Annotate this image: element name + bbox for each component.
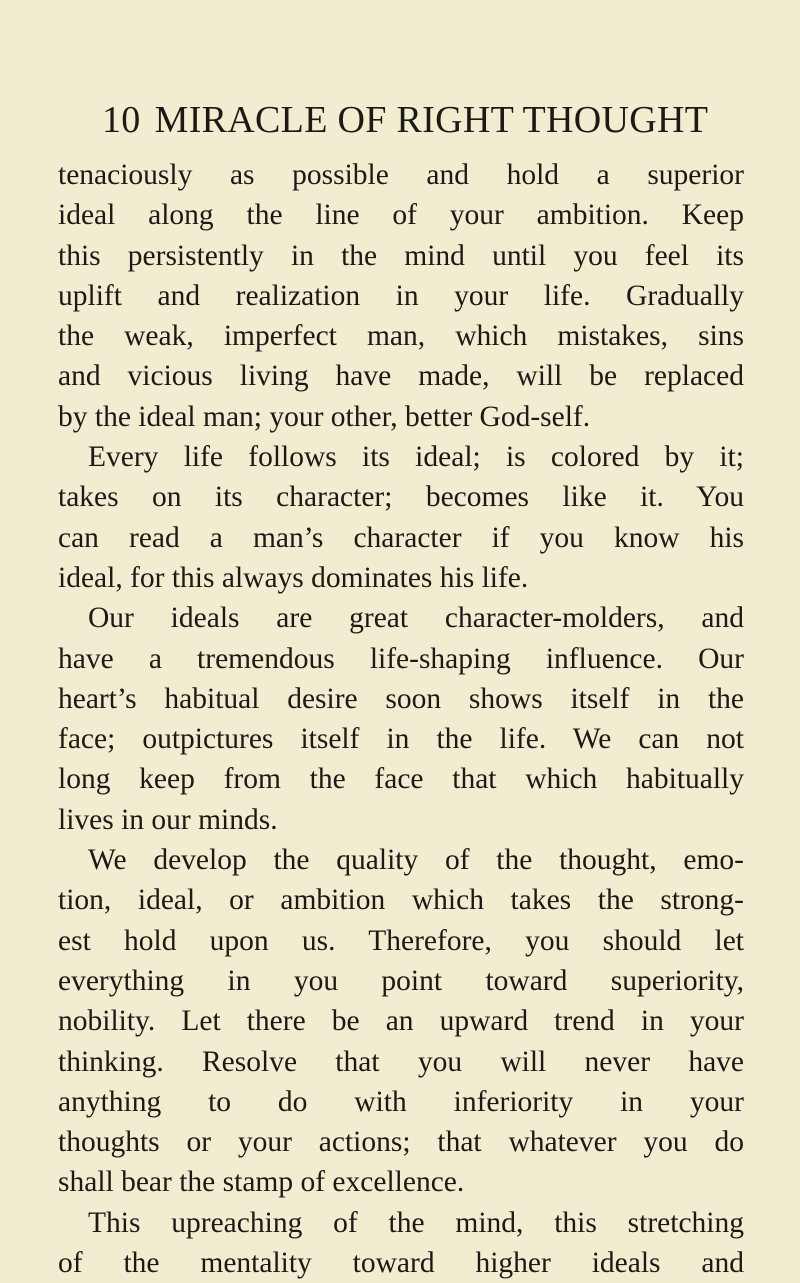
text-line: heart’s habitual desire soon shows itself in the xyxy=(58,682,744,715)
paragraph-start-line: We develop the quality of the thought, emo- xyxy=(88,844,744,877)
text-line: ideal, for this always dominates his life. xyxy=(58,561,529,594)
paragraph-start-line: Our ideals are great character-molders, and xyxy=(88,602,744,635)
text-line: est hold upon us. Therefore, you should let xyxy=(58,924,744,957)
text-line: and vicious living have made, will be replaced xyxy=(58,360,744,393)
text-line: everything in you point toward superiority, xyxy=(58,964,744,997)
text-line: face; outpictures itself in the life. We can not xyxy=(58,723,744,756)
text-line: anything to do with inferiority in your xyxy=(58,1085,744,1118)
page-number: 10 xyxy=(102,99,141,141)
text-line: of the mentality toward higher ideals and xyxy=(58,1247,744,1280)
running-head-title: MIRACLE OF RIGHT THOUGHT xyxy=(154,99,709,141)
text-line: ideal along the line of your ambition. Keep xyxy=(58,199,744,232)
text-line: thinking. Resolve that you will never have xyxy=(58,1045,744,1078)
paragraph-start-line: Every life follows its ideal; is colored by it; xyxy=(88,441,744,474)
text-line: thoughts or your actions; that whatever you do xyxy=(58,1126,744,1159)
text-line: tenaciously as possible and hold a superior xyxy=(58,159,744,191)
running-head xyxy=(102,95,722,145)
text-line: shall bear the stamp of excellence. xyxy=(58,1166,465,1199)
text-line: lives in our minds. xyxy=(58,803,278,836)
paragraph-start-line: This upreaching of the mind, this stretching xyxy=(88,1206,744,1239)
text-line: tion, ideal, or ambition which takes the strong- xyxy=(58,884,744,917)
text-line: nobility. Let there be an upward trend in your xyxy=(58,1005,744,1038)
text-line: long keep from the face that which habitually xyxy=(58,763,744,796)
body-text xyxy=(58,155,744,1283)
text-line: have a tremendous life-shaping influence. Our xyxy=(58,642,744,675)
text-line: can read a man’s character if you know his xyxy=(58,521,744,554)
text-line: takes on its character; becomes like it. You xyxy=(58,481,744,514)
text-line: this persistently in the mind until you feel its xyxy=(58,239,744,272)
text-line: by the ideal man; your other, better God-self. xyxy=(58,400,591,433)
text-line: the weak, imperfect man, which mistakes, sins xyxy=(58,320,744,353)
text-line: uplift and realization in your life. Gradually xyxy=(58,279,744,312)
